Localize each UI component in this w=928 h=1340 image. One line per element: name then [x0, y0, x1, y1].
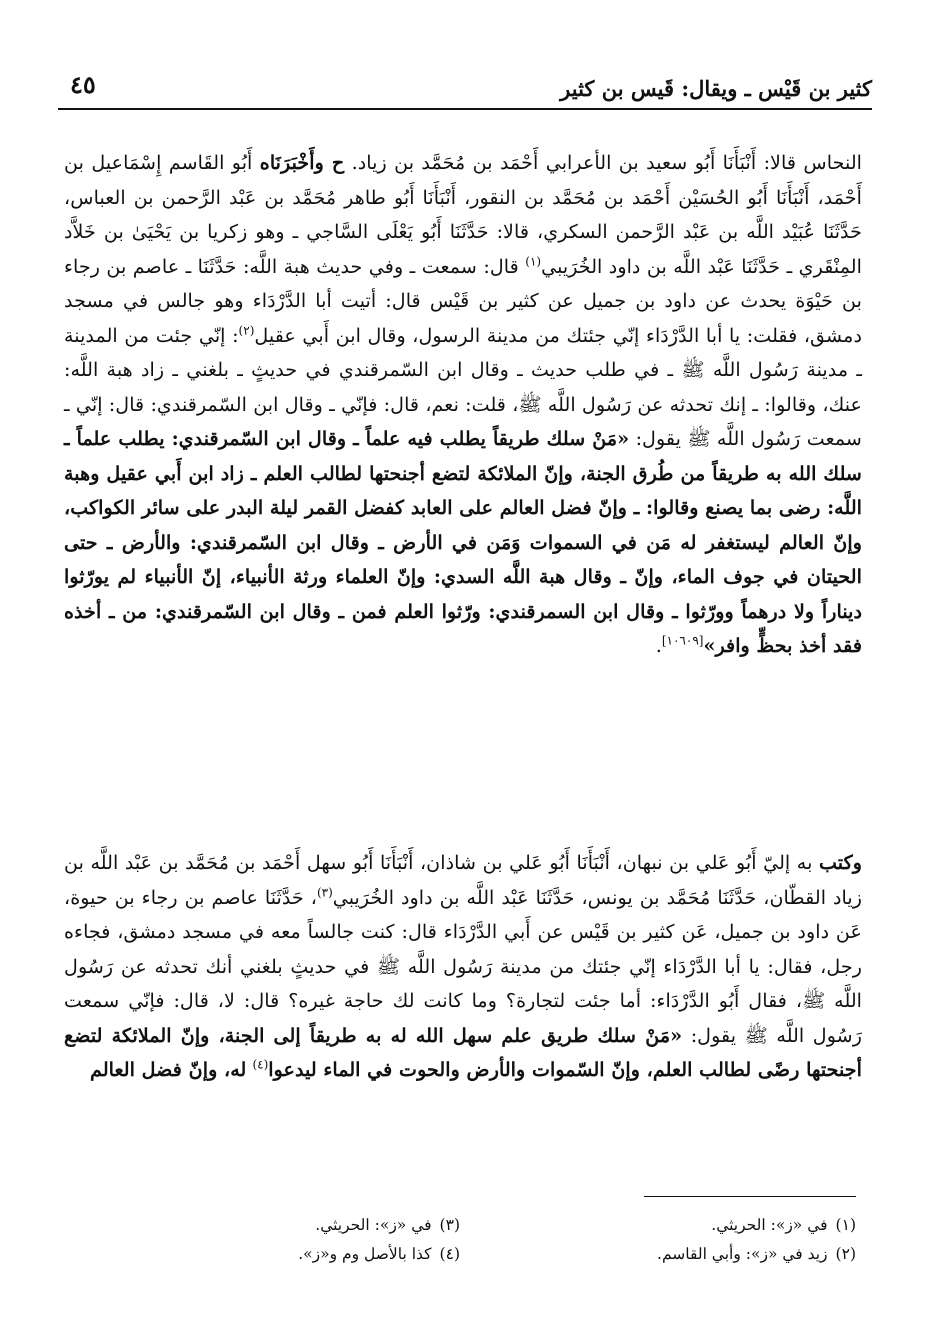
narration-chain: به إليّ أَبُو عَلي بن نبهان، أَنْبَأَنَا أَبُو عَلي بن شاذان، أَنْبَأَنَا أَبُو سهل أَحْمَد بن مُحَمَّد بن عَبْد اللَّه بن زياد القطّان، حَدَّثَنَا مُحَمَّد بن يونس، حَدَّثَنَا عَبْد اللَّه بن داود الخُرَيبي	[64, 851, 862, 909]
footnote-row	[64, 1239, 856, 1268]
footnote-text: زيد في «ز»: وأبي القاسم.	[657, 1244, 828, 1263]
footnote-number: (٣)	[439, 1215, 460, 1234]
footnote-ref-1: (١)	[525, 254, 542, 269]
footnote-number: (٤)	[439, 1244, 460, 1263]
hadith-text: «مَنْ سلك طريقاً يطلب فيه علماً ـ وقال ابن السّمرقندي: يطلب علماً ـ سلك الله به طريقاً من طُرق الجنة، وإنّ الملائكة لتضع أجنحتها لطالب العلم ـ زاد ابن أَبي عقيل وهبة اللَّه: رضى بما يصنع وقالوا: ـ وإنّ فضل العالم على العابد كفضل القمر ليلة البدر على سائر الكواكب، وإنّ العالم ليستغفر له مَن في السموات وَمَن في الأرض ـ وقال ابن السّمرقندي: والأرض ـ حتى الحيتان في جوف الماء، وإنّ ـ وقال هبة اللَّه السدي: وإنّ العلماء ورثة الأنبياء، إنّ الأنبياء لم يورّثوا ديناراً ولا درهماً وورّثوا ـ وقال ابن السمرقندي: ورّثوا العلم فمن ـ وقال ابن السّمرقندي: من ـ أخذه فقد أخذ بحظٍّ وافر»	[64, 427, 862, 657]
page-number: ٤٥	[70, 70, 96, 99]
paragraph-end-mark: .	[655, 634, 662, 657]
hadith-text: «مَنْ سلك طريق علم سهل الله له به طريقاً إلى الجنة، وإنّ الملائكة لتضع أجنحتها رضًى لطالب العلم، وإنّ السّموات والأرض والحوت في الماء ليدعوا	[64, 1023, 862, 1081]
hadith-text-cont: له، وإنّ فضل العالم	[90, 1058, 247, 1081]
alt-chain-marker: ح وأَخْبَرَنَاه	[259, 151, 345, 174]
running-title: كثير بن قَيْس ـ ويقال: قَيس بن كثير	[560, 76, 872, 101]
opening-word: وكتب	[818, 851, 862, 874]
narration-text-cont: : إنّي جئت من المدينة ـ مدينة رَسُول اللَّه ﷺ ـ في طلب حديث ـ وقال ابن السّمرقندي في حديثٍ ـ بلغني ـ زاد هبة اللَّه: عنك، وقالوا: ـ إنك تحدثه عن رَسُول اللَّه ﷺ، قلت: نعم، قال: فإنّي ـ وقال ابن السّمرقندي: قال: إنّي ـ سمعت رَسُول اللَّه ﷺ يقول:	[64, 323, 862, 450]
narration-text: ، حَدَّثَنَا عاصم بن رجاء بن حيوة، عَن داود بن جميل، عَن كثير بن قَيْس عن أَبي الدَّرْدَاء قال: كنت جالساً معه في مسجد دمشق، فجاءه رجل، فقال: يا أبا الدَّرْدَاء إنّي جئتك من مدينة رَسُول اللَّه ﷺ في حديثٍ بلغني أنك تحدثه عن رَسُول اللَّه ﷺ، فقال أَبُو الدَّرْدَاء: أما جئت لتجارة؟ وما كانت لك حاجة غيره؟ قال: لا، قال: فإنّي سمعت رَسُول اللَّه ﷺ يقول:	[64, 885, 862, 1047]
narration-chain-cont: أَبُو القَاسم إِسْمَاعيل بن أَحْمَد، أَنْبَأَنَا أَبُو الحُسَيْن أَحْمَد بن مُحَمَّد بن النقور، أَنْبَأَنَا أَبُو طاهر مُحَمَّد بن عَبْد الرَّحمن بن العباس، حَدَّثَنَا عُبَيْد اللَّه بن عَبْد الرَّحمن السكري، قالا: حَدَّثَنَا أَبُو يَعْلَى السَّاجي ـ وهو زكريا بن يَحْيَىٰ بن خَلاَّد المِنْقَري ـ حَدَّثَنَا عَبْد اللَّه بن داود الخُرَيبي	[64, 151, 862, 278]
paragraph-2	[64, 846, 862, 1088]
footnote-number: (٢)	[835, 1244, 856, 1263]
hadith-number: [١٠٦٠٩]	[661, 633, 704, 648]
footnote-text: في «ز»: الحريثي.	[711, 1215, 828, 1234]
footnote-1	[460, 1216, 856, 1234]
footnote-rule	[644, 1196, 856, 1197]
footnote-number: (١)	[835, 1215, 856, 1234]
footnote-row	[64, 1210, 856, 1239]
footnote-4	[64, 1245, 460, 1263]
footnote-ref-4: (٤)	[252, 1057, 269, 1072]
narration-chain: النحاس قالا: أَنْبَأَنَا أَبُو سعيد بن الأعرابي أَحْمَد بن مُحَمَّد بن زياد.	[351, 151, 862, 174]
footnote-3	[64, 1216, 460, 1234]
footnotes	[64, 1210, 856, 1268]
footnote-text: في «ز»: الحريثي.	[315, 1215, 432, 1234]
paragraph-1-text	[64, 146, 862, 664]
footnote-text: كذا بالأصل وم و«ز».	[298, 1244, 432, 1263]
paragraph-2-text	[64, 846, 862, 1088]
narration-text: قال: سمعت ـ وفي حديث هبة اللَّه: حَدَّثَنَا ـ عاصم بن رجاء بن حَيْوَة يحدث عن داود بن جميل عن كثير بن قَيْس قال: أتيت أبا الدَّرْدَاء وهو جالس في مسجد دمشق، فقلت: يا أبا الدَّرْدَاء إنّي جئتك من مدينة الرسول، وقال ابن أَبي عقيل	[64, 254, 862, 347]
page-header	[58, 62, 872, 110]
header-rule	[58, 108, 872, 110]
footnote-ref-3: (٣)	[316, 885, 333, 900]
paragraph-1	[64, 146, 862, 664]
footnote-ref-2: (٢)	[238, 323, 255, 338]
footnote-2	[460, 1245, 856, 1263]
